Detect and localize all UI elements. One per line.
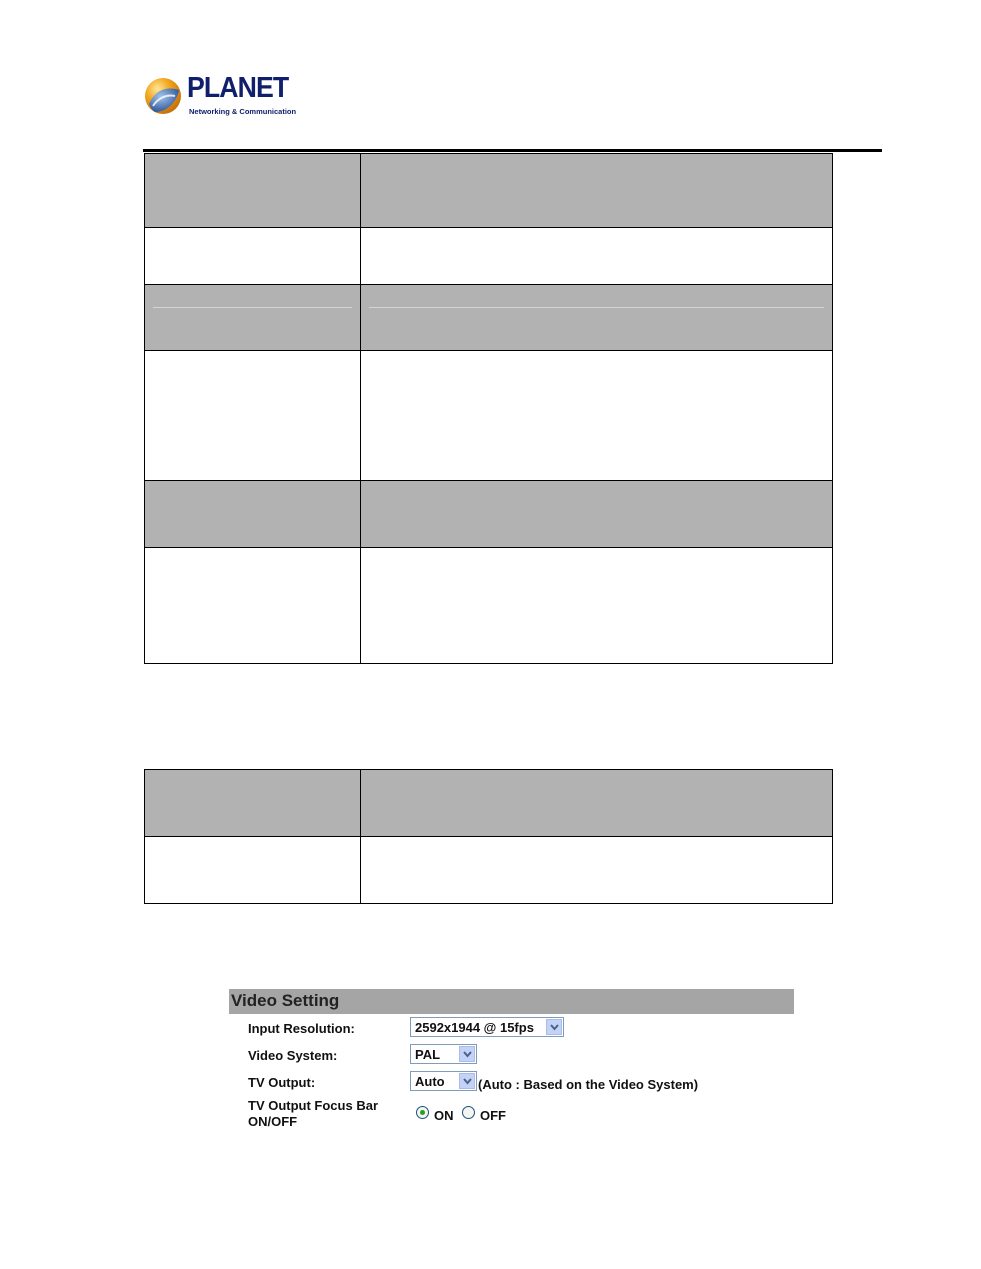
- table-cell: [361, 481, 833, 548]
- tv-output-note: (Auto : Based on the Video System): [478, 1077, 699, 1092]
- table-row: [145, 154, 833, 228]
- panel-title: Video Setting: [231, 991, 340, 1010]
- table-cell: [361, 548, 833, 664]
- table-cell: [145, 770, 361, 837]
- table-cell: [361, 837, 833, 904]
- globe-icon: [143, 76, 183, 116]
- table-row: [145, 285, 833, 351]
- table-row: [145, 548, 833, 664]
- focus-bar-off-radio[interactable]: [462, 1106, 475, 1119]
- table-row: [145, 228, 833, 285]
- focus-bar-label-line1: TV Output Focus Bar: [248, 1098, 378, 1113]
- table-cell: [145, 285, 361, 351]
- tv-output-select[interactable]: [410, 1071, 477, 1091]
- tv-output-label: TV Output:: [248, 1075, 316, 1090]
- cell-divider: [153, 307, 352, 308]
- table-cell: [361, 351, 833, 481]
- table-row: [145, 837, 833, 904]
- panel-header: [229, 989, 794, 1014]
- focus-bar-on-label[interactable]: ON: [434, 1108, 454, 1123]
- input-resolution-select[interactable]: [410, 1017, 564, 1037]
- radio-selected-dot: [420, 1110, 425, 1115]
- cell-divider: [369, 307, 824, 308]
- video-system-value: PAL: [415, 1047, 441, 1062]
- table-cell: [145, 837, 361, 904]
- table-cell: [361, 228, 833, 285]
- video-setting-panel: [229, 989, 794, 1149]
- table-row: [145, 481, 833, 548]
- logo-tagline: Networking & Communication: [189, 107, 297, 116]
- chevron-down-icon[interactable]: [459, 1046, 475, 1062]
- chevron-down-icon[interactable]: [546, 1019, 562, 1035]
- table-cell: [145, 228, 361, 285]
- focus-bar-on-radio[interactable]: [416, 1106, 429, 1119]
- header-divider: [143, 149, 882, 152]
- chevron-down-icon[interactable]: [459, 1073, 475, 1089]
- table-row: [145, 351, 833, 481]
- table-cell: [145, 548, 361, 664]
- table-cell: [361, 285, 833, 351]
- table-cell: [145, 154, 361, 228]
- planet-logo: [143, 74, 313, 122]
- video-system-label: Video System:: [248, 1048, 338, 1063]
- focus-bar-off-label[interactable]: OFF: [480, 1108, 506, 1123]
- table-row: [145, 770, 833, 837]
- focus-bar-label-line2: ON/OFF: [248, 1114, 298, 1129]
- table-cell: [145, 481, 361, 548]
- settings-table-1: [144, 153, 833, 664]
- input-resolution-value: 2592x1944 @ 15fps: [415, 1020, 534, 1035]
- input-resolution-label: Input Resolution:: [248, 1021, 355, 1036]
- logo-wordmark: PLANET: [187, 72, 289, 104]
- table-cell: [361, 770, 833, 837]
- tv-output-value: Auto: [415, 1074, 445, 1089]
- table-cell: [145, 351, 361, 481]
- table-cell: [361, 154, 833, 228]
- settings-table-2: [144, 769, 833, 904]
- video-system-select[interactable]: [410, 1044, 477, 1064]
